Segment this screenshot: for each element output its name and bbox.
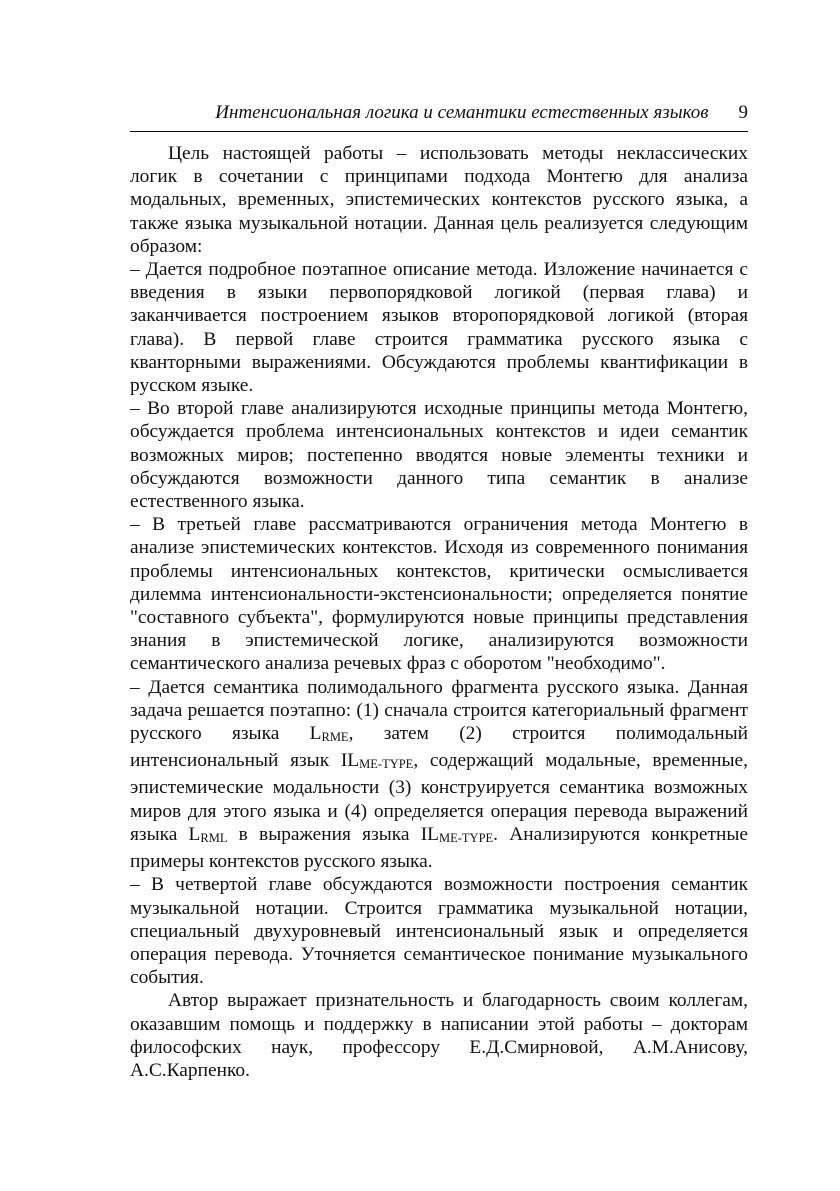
subscript: ME-TYPE: [359, 757, 414, 772]
subscript: RML: [200, 830, 228, 845]
paragraph-item-polymodal: [130, 676, 748, 874]
paragraph-acknowledgements: Автор выражает признательность и благодарность своим коллегам, оказавшим помощь и поддержку в написании этой работы – докторам философских наук, профессору Е.Д.Смирновой, А.М.Анисову, А.С.Карпенко.: [130, 990, 748, 1081]
subscript: ME-TYPE: [439, 830, 494, 845]
text-segment: , содержащий модальные, временные, эпистемические модальности (3) конструируется семантика возможных миров для этого языка и (4) определяется операция перевода выражений языка L: [130, 750, 748, 845]
subscript: RME: [321, 730, 349, 745]
paragraph-item-chapter-three: – В третьей главе рассматриваются ограничения метода Монтегю в анализе эпистемических контекстов. Исходя из современного понимания проблемы интенсиональных контекстов, критически осмысливается дилемма интенсиональности-экстенсиональности; определяется понятие "составного субъекта", формулируются новые принципы представления знания в эпистемической логике, анализируются возможности семантического анализа речевых фраз с оборотом "необходимо".: [130, 514, 748, 675]
header-rule: [130, 131, 748, 132]
running-head-title: Интенсиональная логика и семантики естественных языков: [215, 102, 709, 123]
text-segment: . Анализируются конкретные примеры контекстов русского языка.: [130, 823, 748, 873]
page-number: 9: [738, 102, 748, 123]
running-head: [130, 100, 748, 126]
text-segment: – Дается семантика полимодального фрагмента русского языка. Данная задача решается поэтапно: (1) сначала строится категориальный фрагмент русского языка L: [130, 676, 748, 745]
paragraph-item-method: – Дается подробное поэтапное описание метода. Изложение начинается с введения в языки первопорядковой логикой (первая глава) и заканчивается построением языков второпорядковой логикой (вторая глава). В первой главе строится грамматика русского языка с кванторными выражениями. Обсуждаются проблемы квантификации в русском языке.: [130, 259, 748, 397]
paragraph-item-chapter-four: – В четвертой главе обсуждаются возможности построения семантик музыкальной нотации. Строится грамматика музыкальной нотации, специальный двухуровневый интенсиональный язык и определяется операция перевода. Уточняется семантическое понимание музыкального события.: [130, 874, 748, 989]
paragraph-item-chapter-two: – Во второй главе анализируются исходные принципы метода Монтегю, обсуждается проблема интенсиональных контекстов и идеи семантик возможных миров; постепенно вводятся новые элементы техники и обсуждаются возможности данного типа семантик в анализе естественного языка.: [130, 398, 748, 513]
body-text: [130, 142, 748, 1082]
paragraph-intro: Цель настоящей работы – использовать методы неклассических логик в сочетании с принципами подхода Монтегю для анализа модальных, временных, эпистемических контекстов русского языка, а также языка музыкальной нотации. Данная цель реализуется следующим образом:: [130, 143, 748, 257]
text-segment: , затем (2) строится полимодальный интенсиональный язык IL: [130, 723, 748, 772]
text-segment: в выражения языка IL: [227, 823, 439, 845]
